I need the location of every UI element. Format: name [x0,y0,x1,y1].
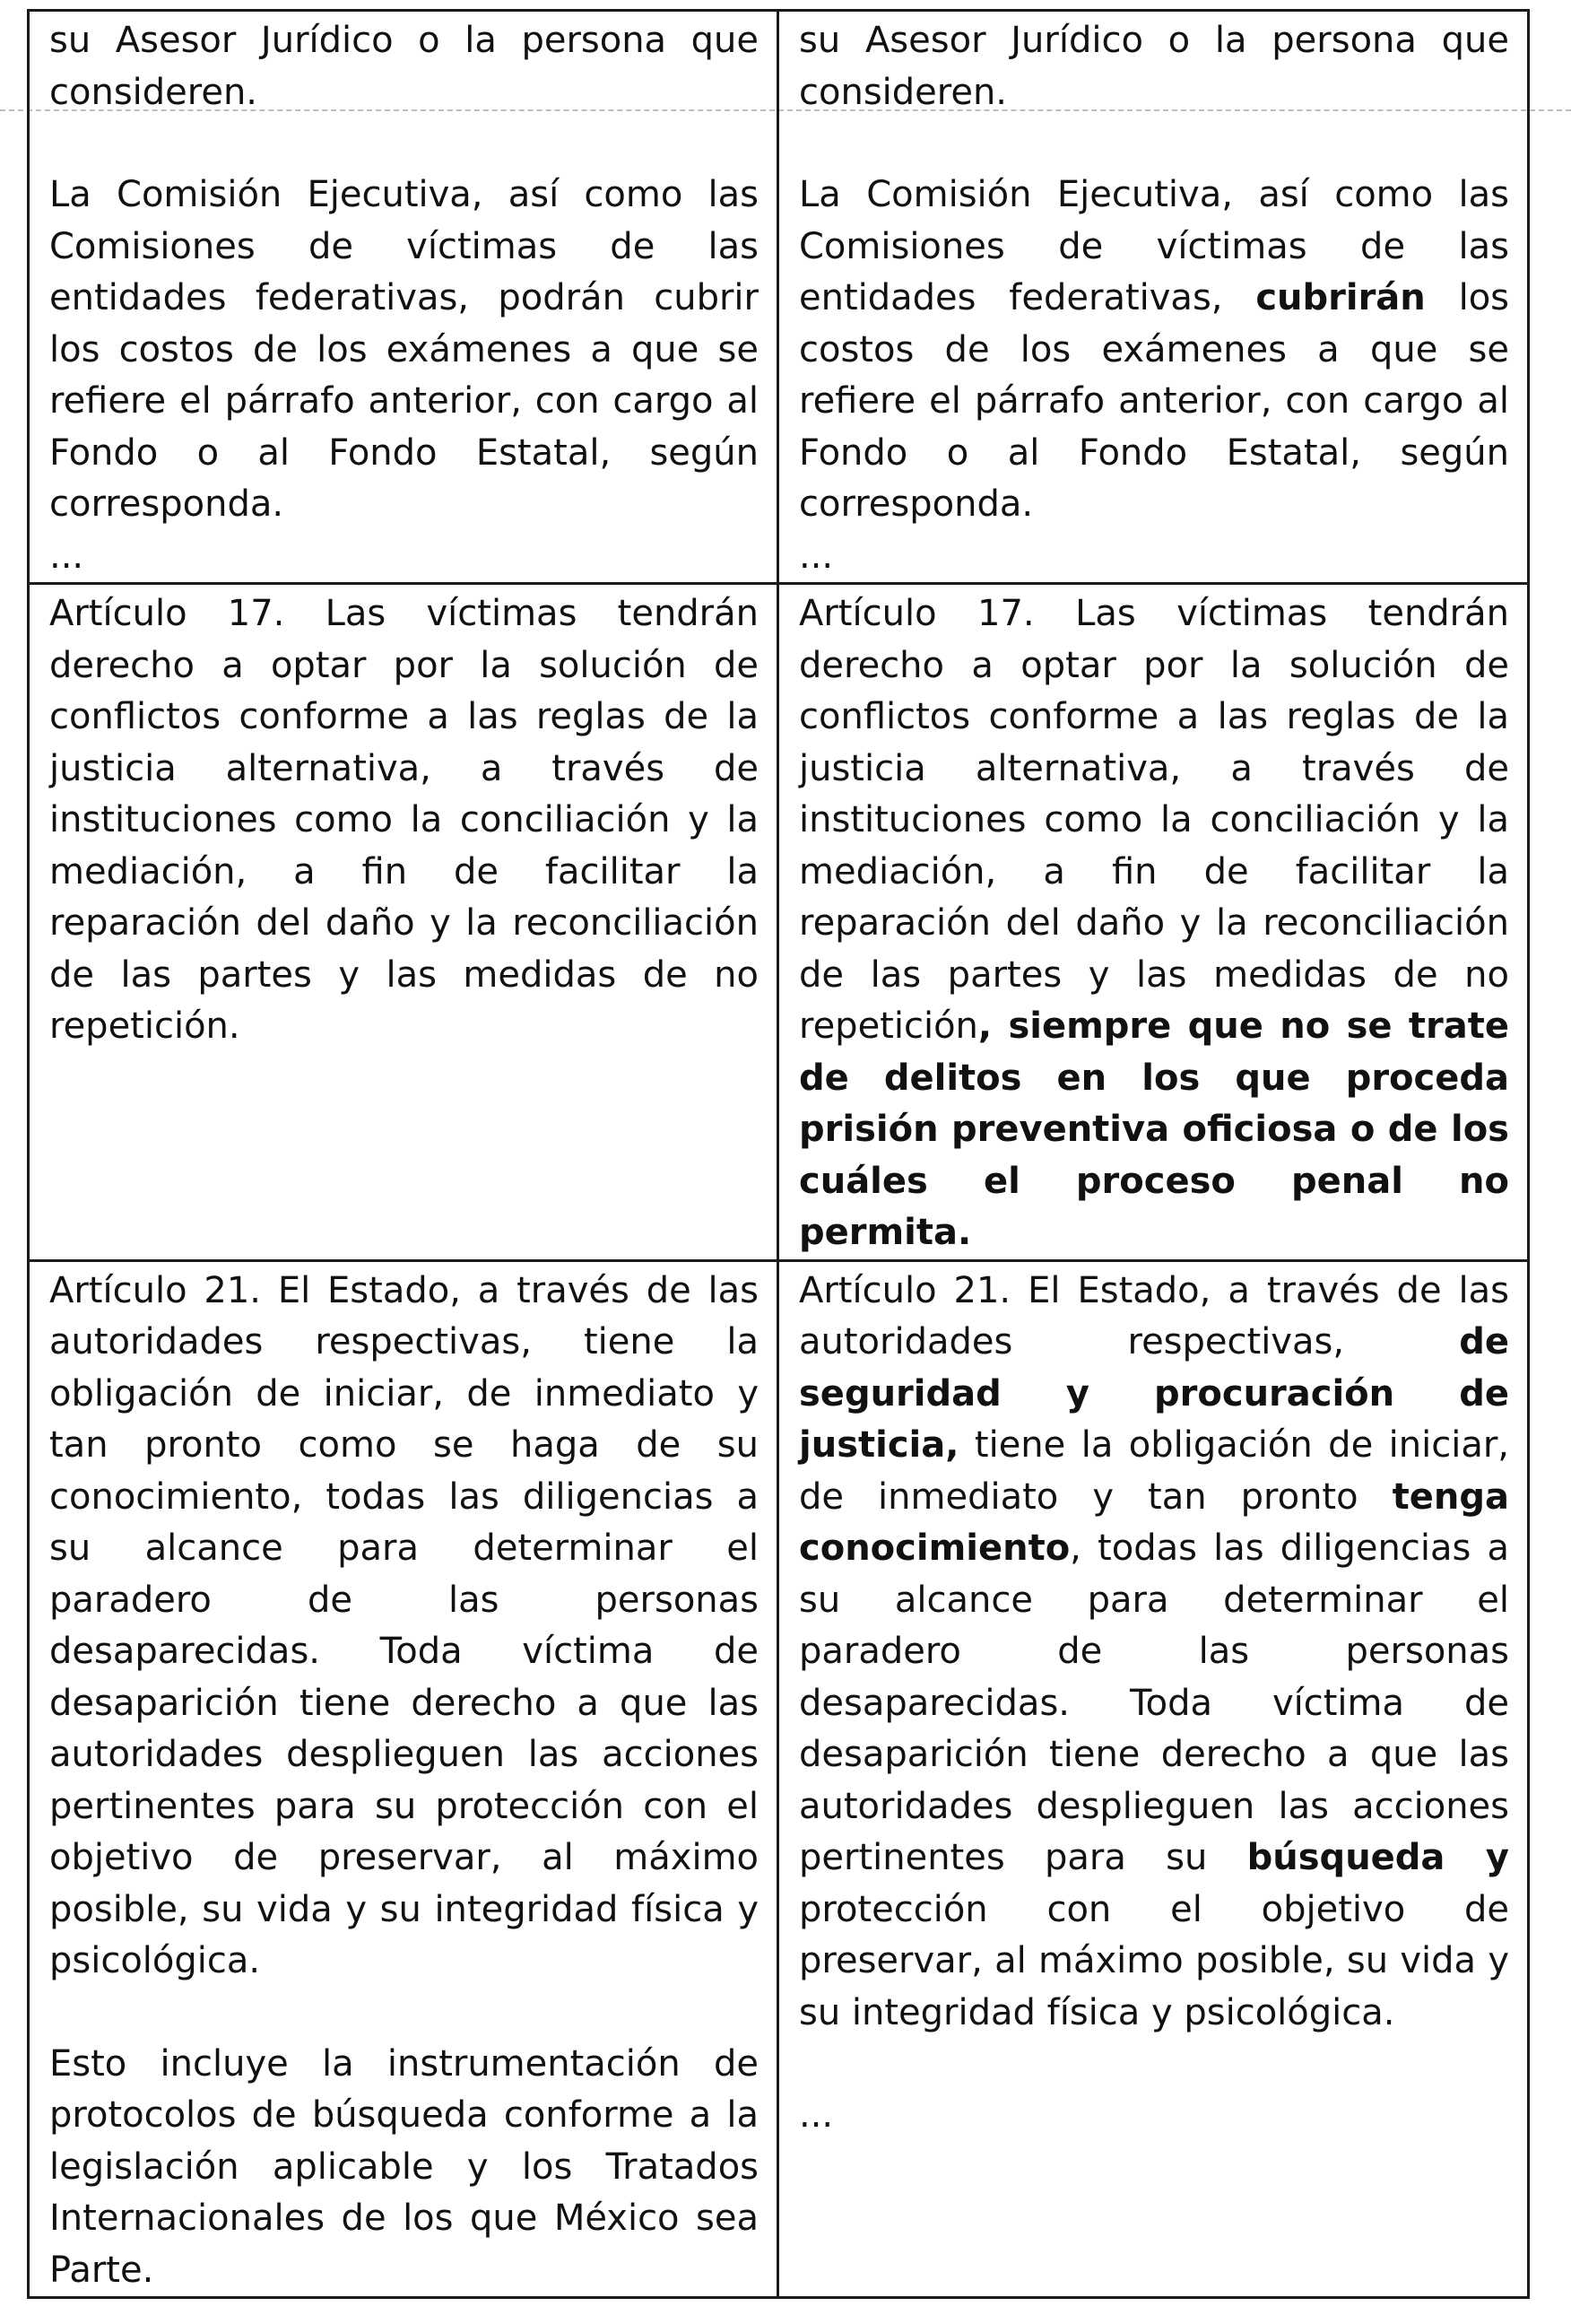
paragraph [799,1266,1509,2040]
text-run: los costos de los exámenes a que se refiere el párrafo anterior, con cargo al Fondo o al Fondo Estatal, según corresponda. [799,277,1509,525]
ellipsis: ... [799,535,834,577]
right-cell [778,584,1529,1261]
table-row [29,1260,1529,2298]
left-cell [29,11,778,584]
text-run: tiene la obligación de iniciar, de inmediato y tan pronto [799,1424,1509,1518]
text-run: , todas las diligencias a su alcance para determinar el paradero de las personas desaparecidas. Toda víctima de desaparición tiene derecho a que las autoridades desplieguen las acciones pertinentes para su [799,1528,1509,1878]
paragraph: Esto incluye la instrumentación de protocolos de búsqueda conforme a la legislación aplicable y los Tratados Internacionales de los que México sea Parte. [49,2042,759,2291]
text-run: Artículo 17. Las víctimas tendrán derecho a optar por la solución de conflictos conforme a las reglas de la justicia alternativa, a través de instituciones como la conciliación y la mediación, a fin de facilitar la reparación del daño y la reconciliación de las partes y las medidas de no repetición [799,593,1509,1047]
paragraph: su Asesor Jurídico o la persona que consideren. [799,20,1509,113]
bold-amendment: búsqueda y [1246,1837,1510,1878]
text-run: Artículo 21. El Estado, a través de las autoridades respectivas, [799,1269,1509,1362]
right-cell [778,1260,1529,2298]
paragraph [799,588,1509,1259]
bold-amendment: cubrirán [1255,277,1426,318]
bold-amendment: de seguridad y procuración de justicia, [799,1321,1509,1466]
paragraph: La Comisión Ejecutiva, así como las Comisiones de víctimas de las entidades federativas, podrán cubrir los costos de los exámenes a que se refiere el párrafo anterior, con cargo al Fondo o al Fondo Estatal, según corresponda. [49,174,759,525]
left-cell [29,1260,778,2298]
ellipsis: ... [799,2094,834,2136]
text-run: La Comisión Ejecutiva, así como las Comisiones de víctimas de las entidades federativas, [799,174,1509,318]
paragraph: su Asesor Jurídico o la persona que consideren. [49,20,759,113]
text-run: protección con el objetivo de preservar, al máximo posible, su vida y su integridad física y psicológica. [799,1888,1509,2033]
right-cell [778,11,1529,584]
ellipsis: ... [49,535,84,577]
paragraph: Artículo 17. Las víctimas tendrán derecho a optar por la solución de conflictos conforme a las reglas de la justicia alternativa, a través de instituciones como la conciliación y la mediación, a fin de facilitar la reparación del daño y la reconciliación de las partes y las medidas de no repetición. [49,593,759,1047]
paragraph [799,170,1509,531]
left-cell [29,584,778,1261]
bold-amendment: , siempre que no se trate de delitos en los que proceda prisión preventiva oficiosa o de los cuáles el proceso penal no permita. [799,1005,1509,1253]
table-row [29,584,1529,1261]
comparison-table [27,9,1530,2299]
table-row [29,11,1529,584]
paragraph: Artículo 21. El Estado, a través de las autoridades respectivas, tiene la obligación de iniciar, de inmediato y tan pronto como se haga de su conocimiento, todas las diligencias a su alcance para determinar el paradero de las personas desaparecidas. Toda víctima de desaparición tiene derecho a que las autoridades desplieguen las acciones pertinentes para su protección con el objetivo de preservar, al máximo posible, su vida y su integridad física y psicológica. [49,1269,759,1981]
bold-amendment: tenga conocimiento [799,1475,1509,1569]
